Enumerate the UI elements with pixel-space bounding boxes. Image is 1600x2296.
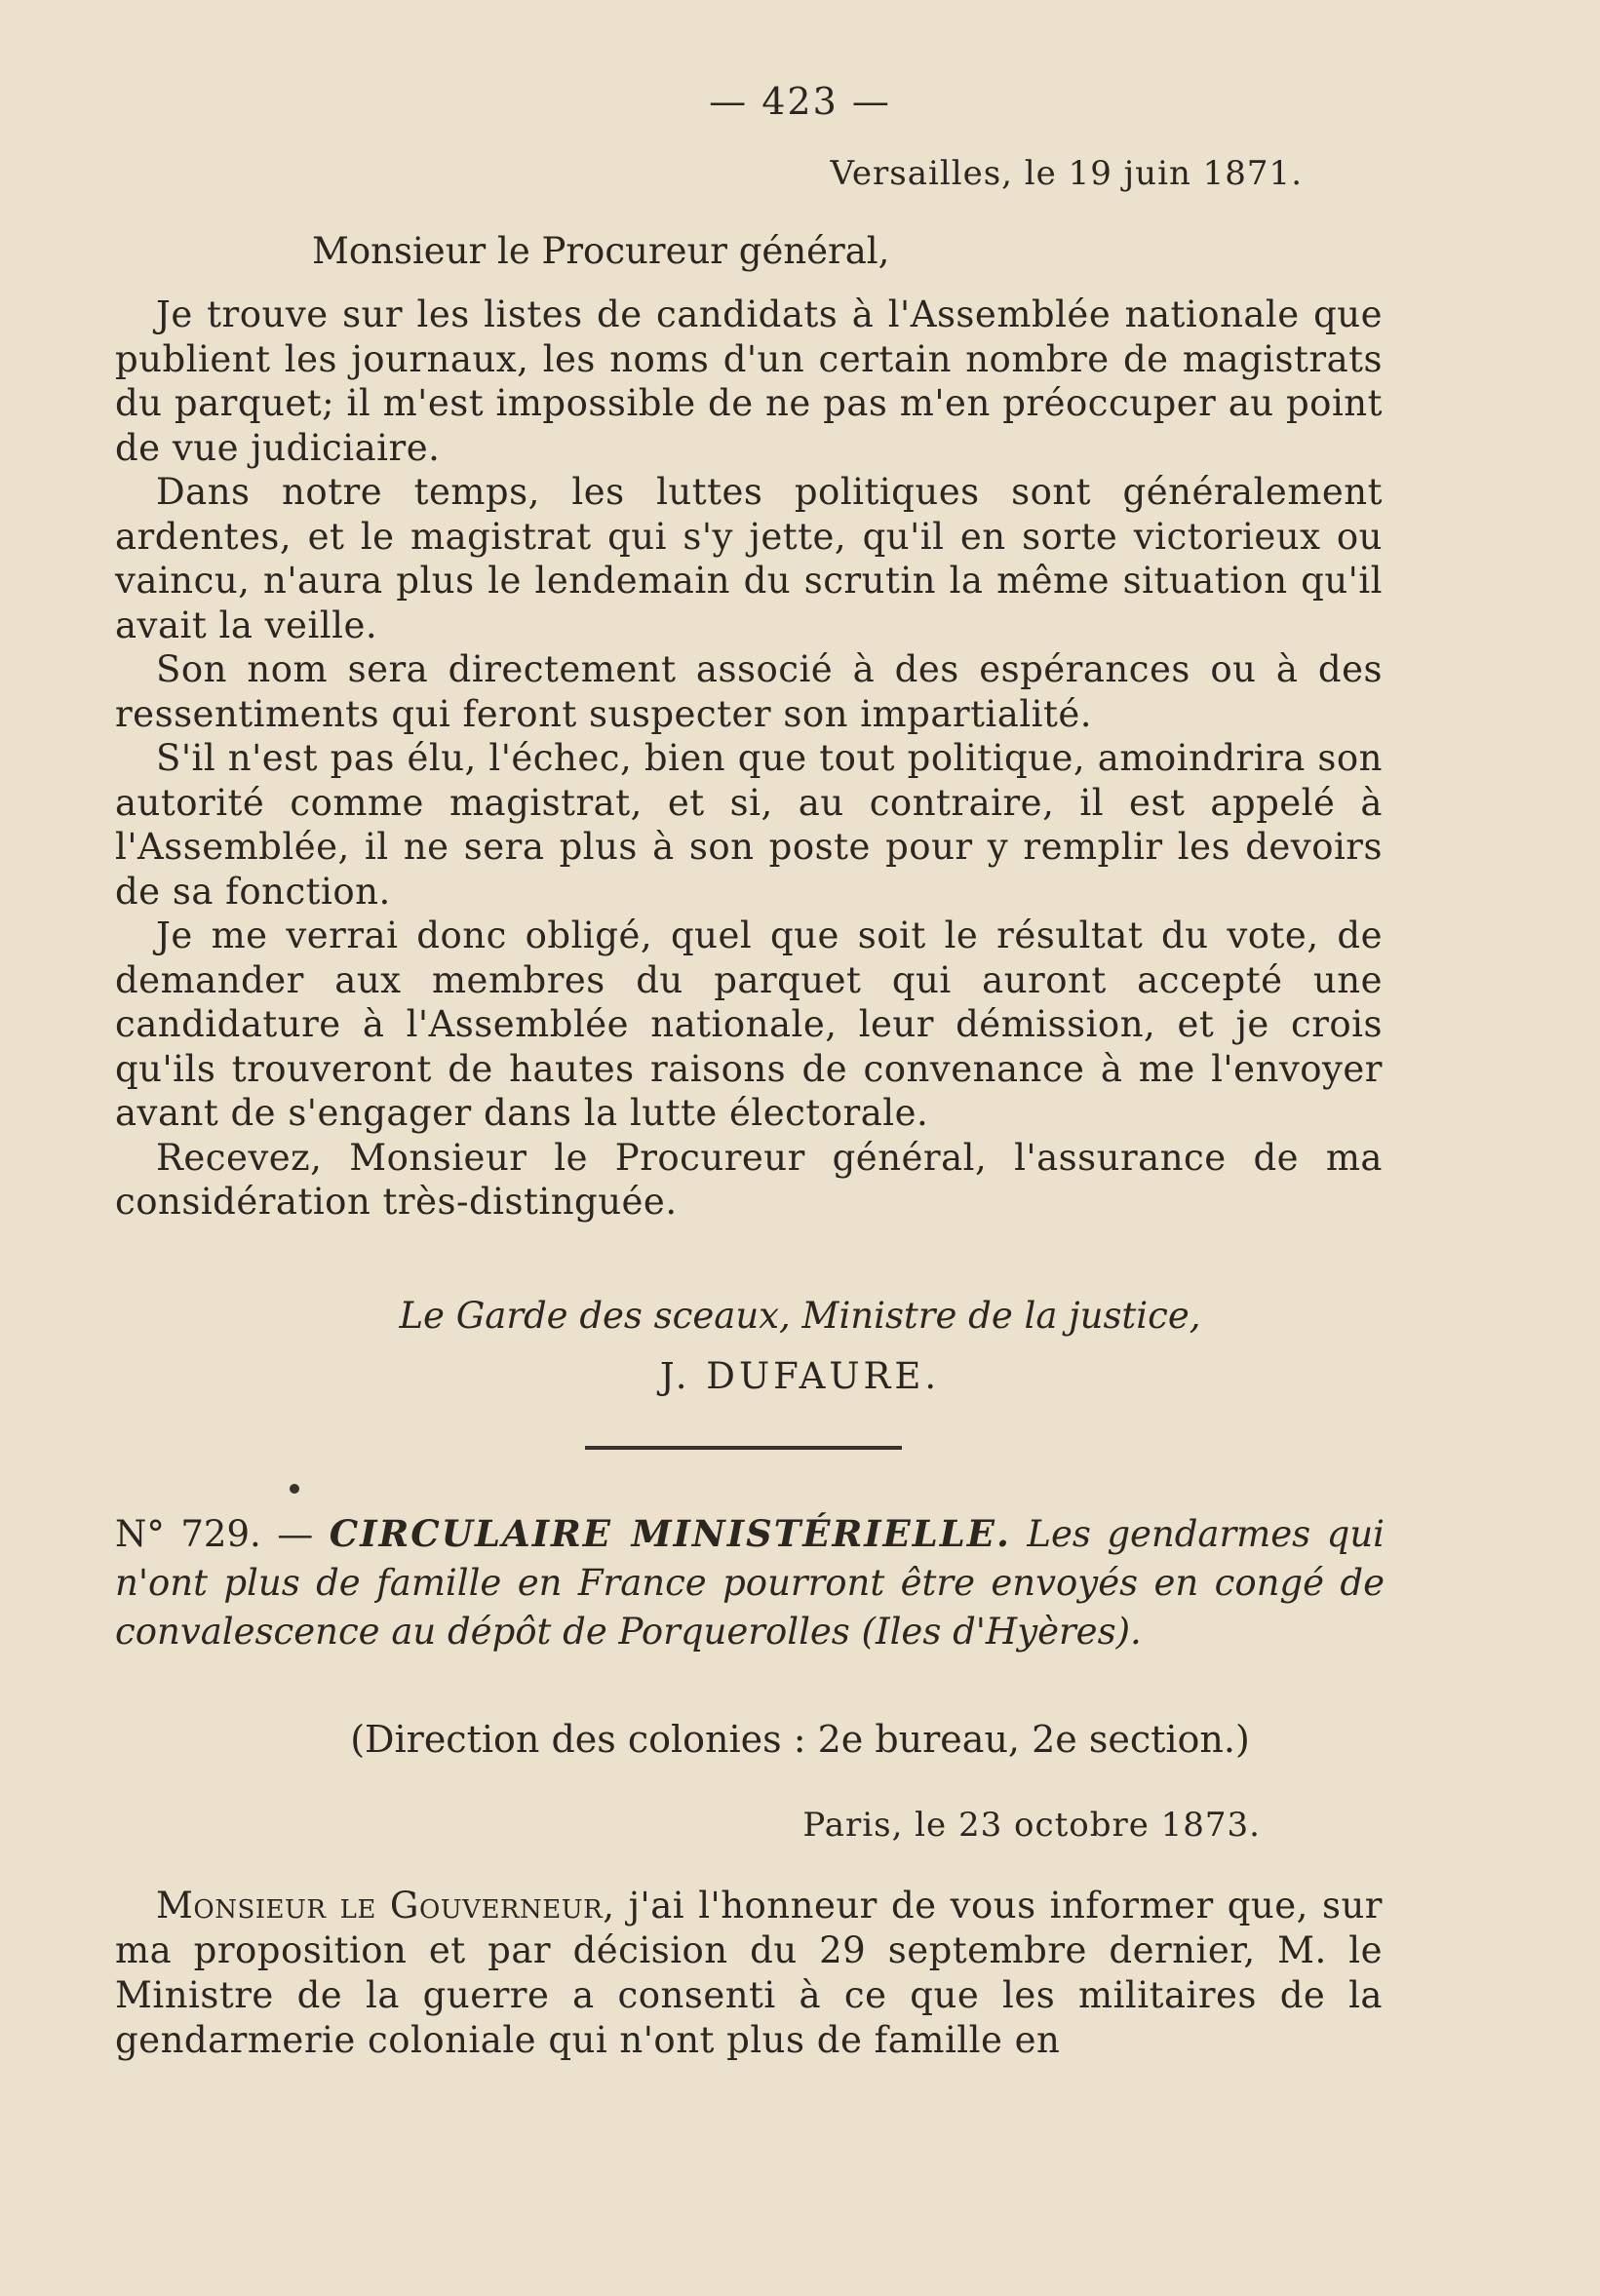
circular-heading-block [115,1509,1385,1656]
circular-body [115,1884,1383,2063]
circular-direction: (Direction des colonies : 2e bureau, 2e section.) [350,1718,1250,1761]
signature-name: J. DUFAURE. [659,1355,941,1397]
page-number: — 423 — [709,80,891,123]
letter-paragraph: Je me verrai donc obligé, quel que soit le résultat du vote, de demander aux membres du parquet qui auront accepté une candidature à l'Assemblée nationale, leur démission, et je crois qu'ils trouveront de hautes raisons de convenance à me l'envoyer avant de s'engager dans la lutte électorale. [115,915,1383,1134]
ink-dot [290,1484,299,1494]
circular-body-text: j'ai l'honneur de vous informer que, sur ma proposition et par décision du 29 septembre dernier, M. le Ministre de la guerre a consenti à ce que les militaires de la gendarmerie coloniale qui n'ont plus de famille en [115,1885,1383,2061]
circular-title: CIRCULAIRE MINISTÉRIELLE. [329,1512,1011,1555]
circular-dateline: Paris, le 23 octobre 1873. [802,1806,1261,1845]
letter-paragraph: Dans notre temps, les luttes politiques sont généralement ardentes, et le magistrat qui s'y jette, qu'il en sorte victorieux ou vaincu, n'aura plus le lendemain du scrutin la même situation qu'il avait la veille. [115,471,1383,646]
letter-salutation: Monsieur le Procureur général, [312,230,890,272]
circular-paragraph [115,1884,1383,2063]
letter-paragraph: Son nom sera directement associé à des espérances ou à des ressentiments qui feront suspecter son impartialité. [115,648,1383,735]
section-divider [585,1446,902,1450]
letter-body [115,292,1383,1225]
letter-paragraph: Recevez, Monsieur le Procureur général, l'assurance de ma considération très-distinguée. [115,1136,1383,1223]
circular-salutation: Monsieur le Gouverneur, [156,1885,615,1926]
circular-number: N° 729. — [115,1513,314,1555]
circular-summary: Les gendarmes qui n'ont plus de famille en France pourront être envoyés en congé de convalescence au dépôt de Porquerolles (Iles d'Hyères). [115,1513,1385,1653]
letter-paragraph: Je trouve sur les listes de candidats à l'Assemblée nationale que publient les journaux, les noms d'un certain nombre de magistrats du parquet; il m'est impossible de ne pas m'en préoccuper au point de vue judiciaire. [115,293,1383,469]
signature-title: Le Garde des sceaux, Ministre de la justice, [399,1295,1201,1337]
letter-dateline: Versailles, le 19 juin 1871. [830,154,1303,193]
letter-paragraph: S'il n'est pas élu, l'échec, bien que tout politique, amoindrira son autorité comme magistrat, et si, au contraire, il est appelé à l'Assemblée, il ne sera plus à son poste pour y remplir les devoirs de sa fonction. [115,737,1383,913]
